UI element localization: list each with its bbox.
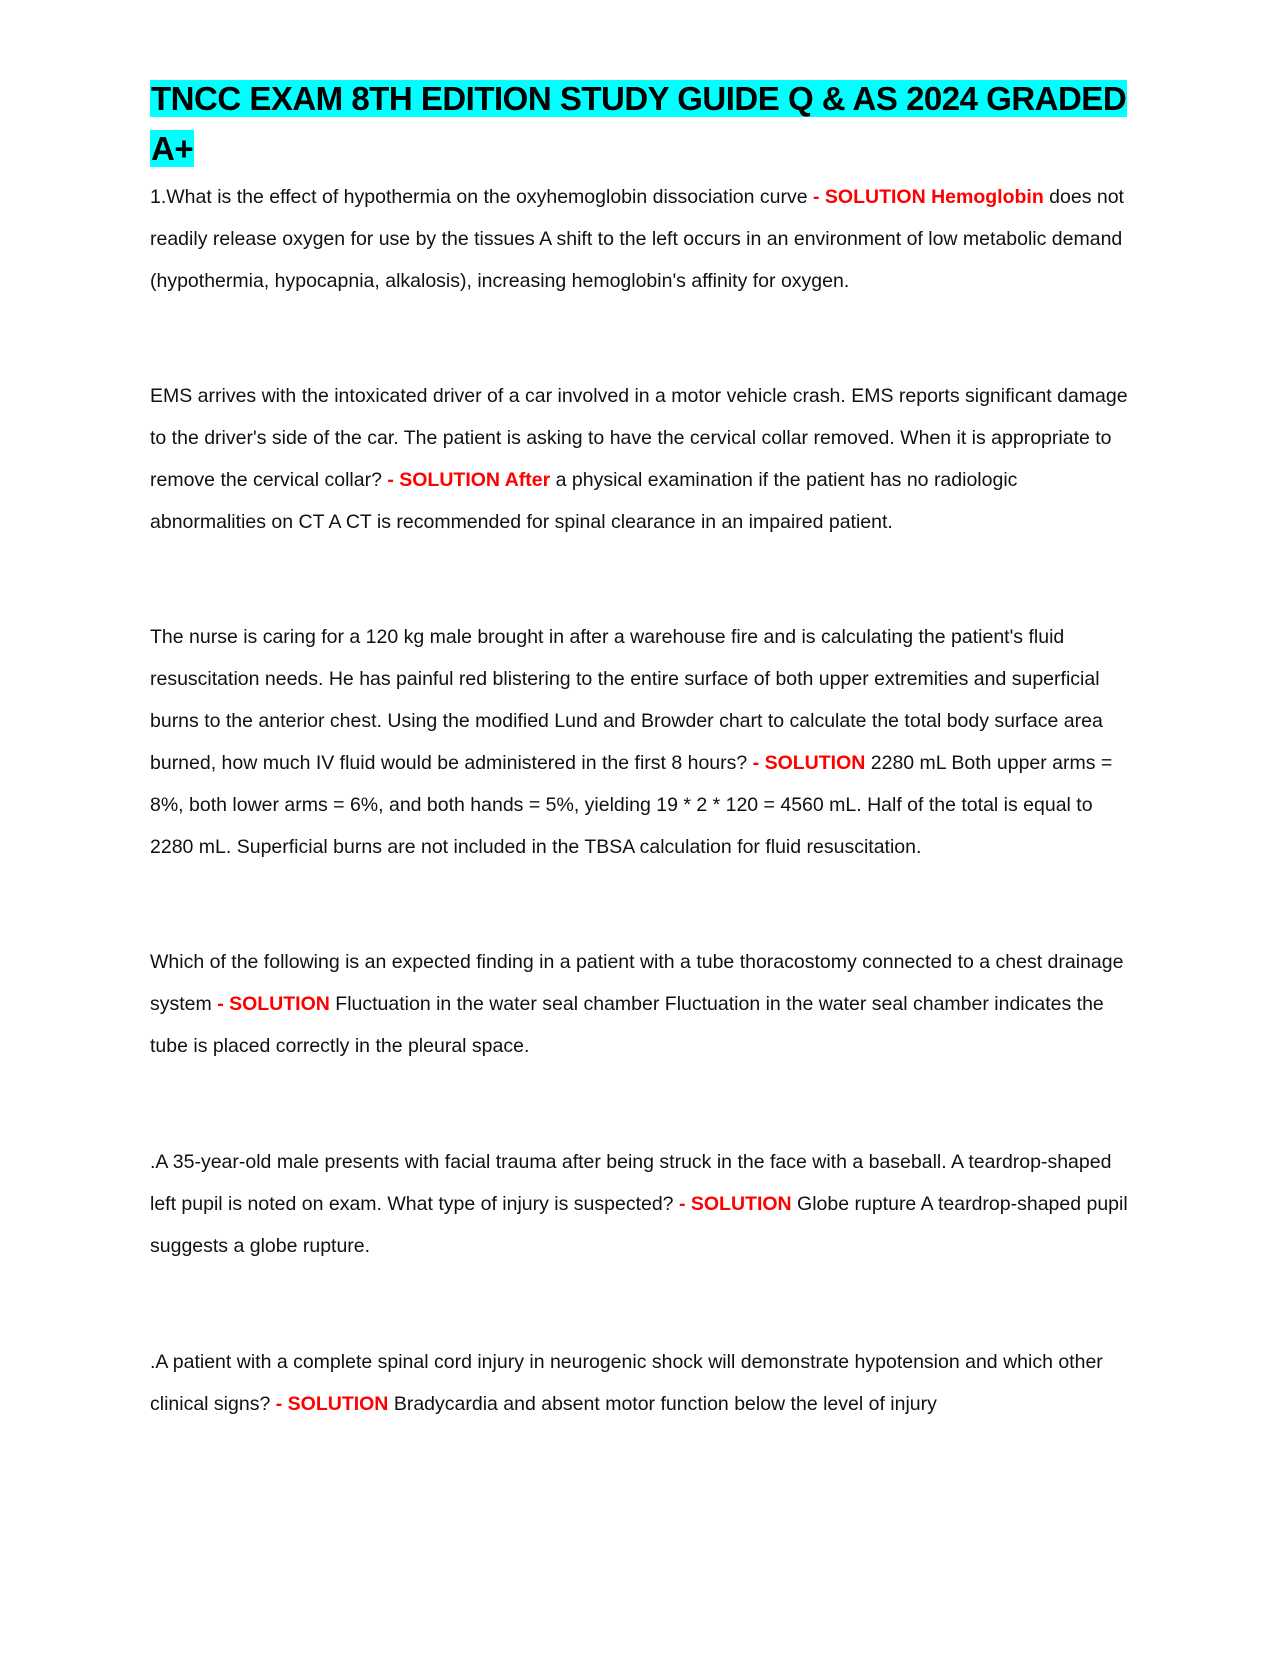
solution-label: - SOLUTION — [752, 752, 866, 774]
qa-item-6 — [150, 1341, 1135, 1425]
document-title — [150, 74, 1135, 174]
title-highlight: TNCC EXAM 8TH EDITION STUDY GUIDE Q & AS 2024 GRADED A+ — [151, 80, 1127, 167]
answer-text: a physical examination if the patient has no radiologic abnormalities on CT A CT is recommended for spinal clearance in an impaired patient. — [150, 469, 1018, 533]
question-text: .A patient with a complete spinal cord injury in neurogenic shock will demonstrate hypotension and which other clinical signs? — [150, 1351, 1103, 1415]
solution-label: - SOLUTION — [678, 1193, 792, 1215]
answer-text: does not readily release oxygen for use by the tissues A shift to the left occurs in an environment of low metabolic demand (hypothermia, hypocapnia, alkalosis), increasing hemoglobin's affinity for oxygen. — [150, 186, 1124, 292]
document-page — [150, 74, 1135, 1425]
qa-item-4 — [150, 941, 1135, 1067]
qa-item-3 — [150, 616, 1135, 868]
question-text: The nurse is caring for a 120 kg male brought in after a warehouse fire and is calculating the patient's fluid resuscitation needs. He has painful red blistering to the entire surface of both upper extremities and superficial burns to the anterior chest. Using the modified Lund and Browder chart to calculate the total body surface area burned, how much IV fluid would be administered in the first 8 hours? — [150, 626, 1103, 774]
question-text: 1.What is the effect of hypothermia on the oxyhemoglobin dissociation curve — [150, 186, 814, 208]
question-text: Which of the following is an expected finding in a patient with a tube thoracostomy connected to a chest drainage system — [150, 951, 1124, 1015]
question-text: .A 35-year-old male presents with facial trauma after being struck in the face with a baseball. A teardrop-shaped left pupil is noted on exam. What type of injury is suspected? — [150, 1151, 1112, 1215]
answer-text: 2280 mL Both upper arms = 8%, both lower arms = 6%, and both hands = 5%, yielding 19 * 2 * 120 = 4560 mL. Half of the total is equal to 2280 mL. Superficial burns are not included in the TBSA calculation for fluid resuscitation. — [150, 752, 1113, 858]
answer-text: Fluctuation in the water seal chamber Fluctuation in the water seal chamber indicates the tube is placed correctly in the pleural space. — [150, 993, 1104, 1057]
qa-item-2 — [150, 375, 1135, 543]
solution-label: - SOLUTION Hemoglobin — [813, 186, 1044, 208]
answer-text: Globe rupture A teardrop-shaped pupil suggests a globe rupture. — [150, 1193, 1128, 1257]
answer-text: Bradycardia and absent motor function below the level of injury — [388, 1393, 937, 1415]
question-text: EMS arrives with the intoxicated driver of a car involved in a motor vehicle crash. EMS reports significant damage to the driver's side of the car. The patient is asking to have the cervical collar removed. When it is appropriate to remove the cervical collar? — [150, 385, 1128, 491]
solution-label: - SOLUTION — [217, 993, 330, 1015]
solution-label: - SOLUTION After — [387, 469, 551, 491]
solution-label: - SOLUTION — [275, 1393, 389, 1415]
qa-item-1 — [150, 176, 1135, 302]
qa-item-5 — [150, 1141, 1135, 1267]
